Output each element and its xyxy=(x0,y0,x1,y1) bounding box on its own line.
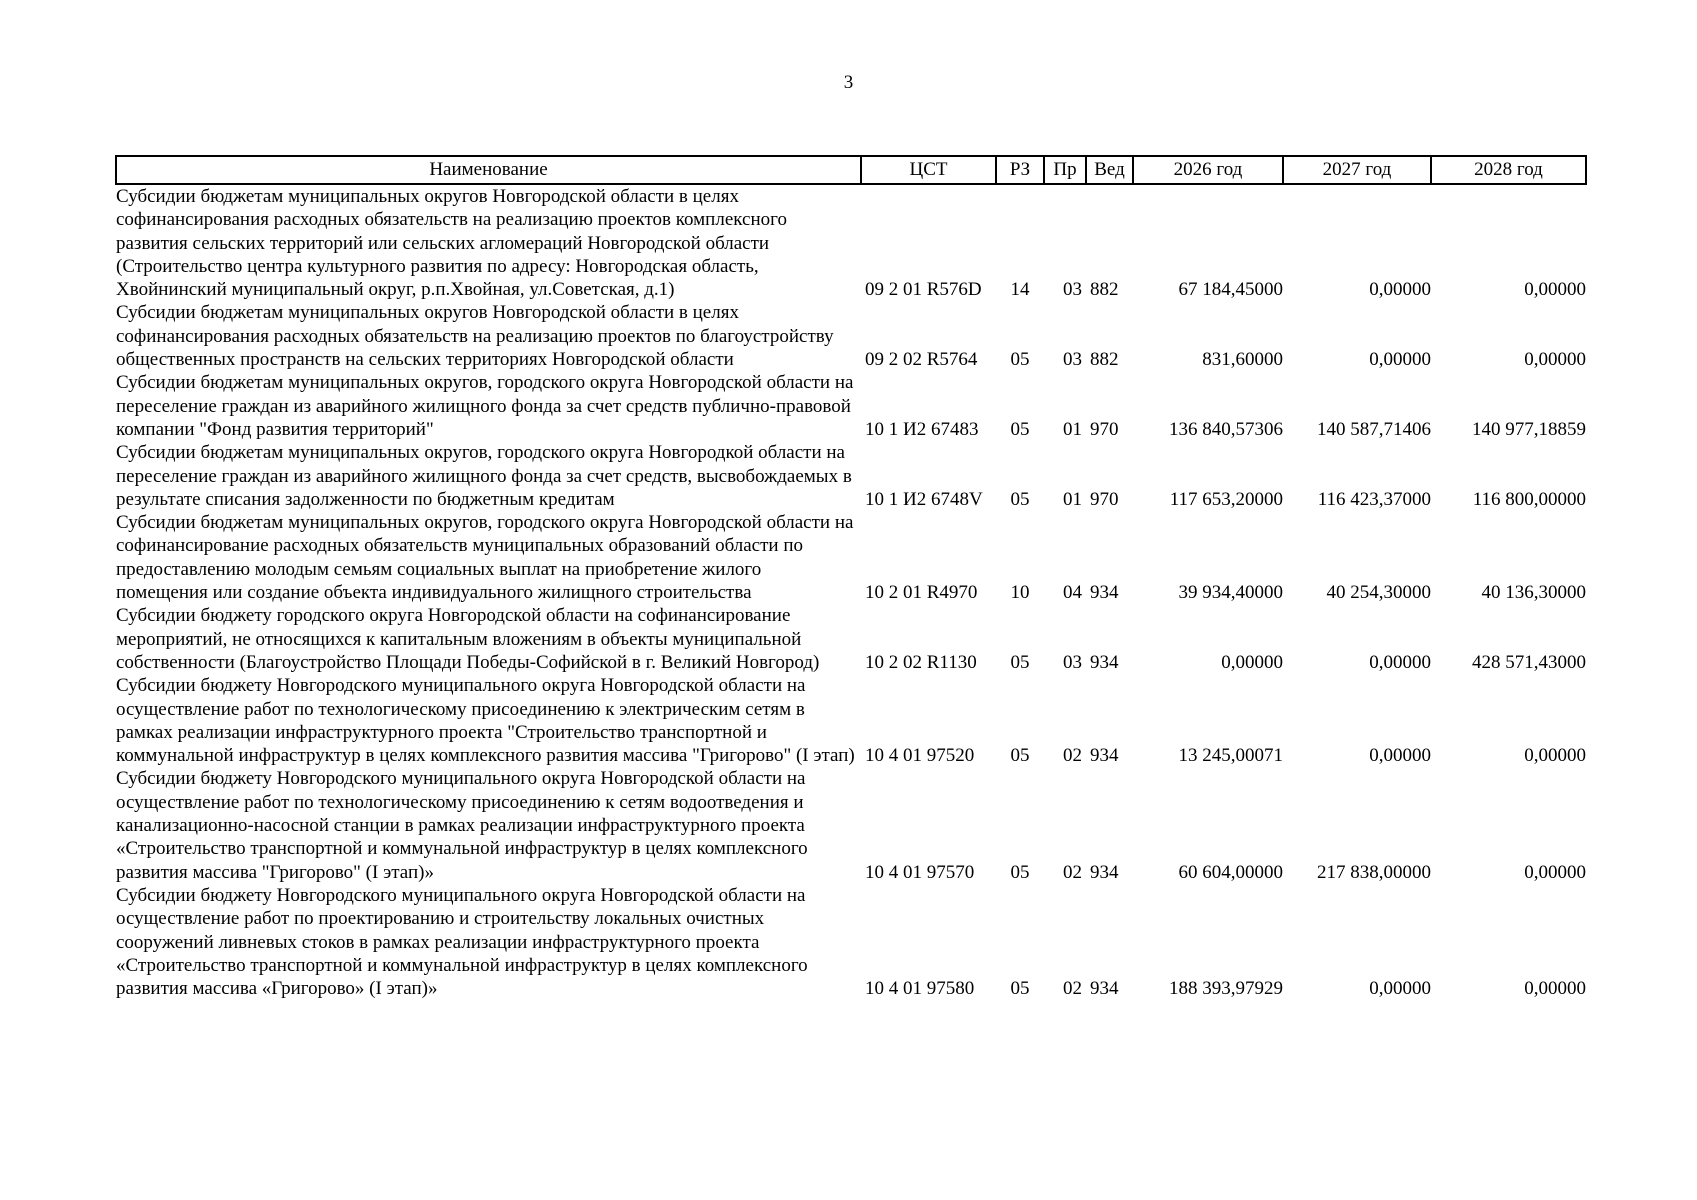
row-2028: 0,00000 xyxy=(1524,861,1586,883)
table-row xyxy=(116,767,1586,883)
row-2028: 0,00000 xyxy=(1524,978,1586,1000)
row-2027: 116 423,37000 xyxy=(1317,488,1431,510)
row-cst: 09 2 01 R576D xyxy=(865,279,982,301)
row-pr: 04 xyxy=(1063,582,1082,604)
row-pr: 01 xyxy=(1063,488,1082,510)
row-2028: 0,00000 xyxy=(1524,745,1586,767)
table-row xyxy=(116,604,1586,674)
row-rz: 05 xyxy=(1010,651,1030,673)
row-2027: 0,00000 xyxy=(1369,978,1431,1000)
row-ved: 882 xyxy=(1090,349,1119,371)
table-row xyxy=(116,674,1586,767)
row-name: Субсидии бюджетам муниципальных округов Новгородской области в целях софинансирования расходных обязательств на реализацию проектов комплексного развития сельских территорий или сельских агломераций Новгородской области (Строительство центра культурного развития по адресу: Новгородская область, Хвойнинский муниципальный округ, р.п.Хвойная, ул.Советская, д.1) xyxy=(116,186,787,301)
row-ved: 970 xyxy=(1090,418,1119,440)
row-rz: 05 xyxy=(1010,349,1030,371)
header-cst: ЦСТ xyxy=(861,156,996,184)
row-ved: 882 xyxy=(1090,279,1119,301)
row-cst: 09 2 02 R5764 xyxy=(865,349,978,371)
table-row xyxy=(116,441,1586,511)
header-2028: 2028 год xyxy=(1431,156,1586,184)
row-ved: 934 xyxy=(1090,861,1119,883)
row-name: Субсидии бюджетам муниципальных округов, городского округа Новгородской области на софинансирование расходных обязательств муниципальных образований области по предоставлению молодым семьям социальных выплат на приобретение жилого помещения или создание объекта индивидуального жилищного строительства xyxy=(116,512,854,604)
row-2028: 116 800,00000 xyxy=(1472,488,1586,510)
table-row xyxy=(116,301,1586,371)
header-2027: 2027 год xyxy=(1283,156,1431,184)
row-rz: 05 xyxy=(1010,861,1030,883)
budget-table xyxy=(115,155,1587,1000)
row-2026: 188 393,97929 xyxy=(1169,978,1283,1000)
row-ved: 970 xyxy=(1090,488,1119,510)
header-rz: РЗ xyxy=(996,156,1044,184)
row-2027: 217 838,00000 xyxy=(1317,861,1431,883)
table-row xyxy=(116,884,1586,1000)
row-2027: 0,00000 xyxy=(1369,279,1431,301)
table-header-row xyxy=(116,156,1586,184)
row-2027: 40 254,30000 xyxy=(1326,582,1431,604)
row-name: Субсидии бюджету Новгородского муниципального округа Новгородской области на осуществление работ по технологическому присоединению к сетям водоотведения и канализационно-насосной станции в рамках реализации инфраструктурного проекта «Строительство транспортной и коммунальной инфраструктур в целях комплексного развития массива "Григорово" (I этап)» xyxy=(116,768,808,883)
row-pr: 01 xyxy=(1063,418,1082,440)
table-row xyxy=(116,184,1586,301)
row-2028: 0,00000 xyxy=(1524,279,1586,301)
row-2028: 428 571,43000 xyxy=(1472,651,1586,673)
row-2027: 140 587,71406 xyxy=(1317,418,1431,440)
row-2026: 13 245,00071 xyxy=(1178,745,1283,767)
row-name: Субсидии бюджетам муниципальных округов Новгородской области в целях софинансирования расходных обязательств на реализацию проектов по благоустройству общественных пространств на сельских территориях Новгородской области xyxy=(116,302,834,371)
row-pr: 03 xyxy=(1063,279,1082,301)
row-2026: 136 840,57306 xyxy=(1169,418,1283,440)
table-row xyxy=(116,371,1586,441)
row-cst: 10 1 И2 6748V xyxy=(865,488,983,510)
row-ved: 934 xyxy=(1090,582,1119,604)
row-rz: 05 xyxy=(1010,978,1030,1000)
row-cst: 10 1 И2 67483 xyxy=(865,418,979,440)
row-2027: 0,00000 xyxy=(1369,651,1431,673)
row-2026: 60 604,00000 xyxy=(1178,861,1283,883)
row-cst: 10 4 01 97520 xyxy=(865,745,975,767)
header-pr: Пр xyxy=(1044,156,1086,184)
row-2028: 0,00000 xyxy=(1524,349,1586,371)
page-number: 3 xyxy=(843,72,854,93)
row-2026: 831,60000 xyxy=(1202,349,1283,371)
header-ved: Вед xyxy=(1086,156,1133,184)
row-2028: 140 977,18859 xyxy=(1472,418,1586,440)
row-pr: 02 xyxy=(1063,745,1082,767)
row-name: Субсидии бюджетам муниципальных округов, городского округа Новгородкой области на переселение граждан из аварийного жилищного фонда за счет средств, высвобождаемых в результате списания задолженности по бюджетным кредитам xyxy=(116,442,852,510)
row-2026: 39 934,40000 xyxy=(1178,582,1283,604)
row-rz: 10 xyxy=(1010,582,1030,604)
table-row xyxy=(116,511,1586,604)
row-2027: 0,00000 xyxy=(1369,745,1431,767)
row-2028: 40 136,30000 xyxy=(1481,582,1586,604)
row-2027: 0,00000 xyxy=(1369,349,1431,371)
row-2026: 117 653,20000 xyxy=(1169,488,1283,510)
row-ved: 934 xyxy=(1090,978,1119,1000)
row-cst: 10 4 01 97570 xyxy=(865,861,975,883)
row-pr: 03 xyxy=(1063,651,1082,673)
row-pr: 02 xyxy=(1063,861,1082,883)
row-pr: 02 xyxy=(1063,978,1082,1000)
row-cst: 10 4 01 97580 xyxy=(865,978,975,1000)
row-name: Субсидии бюджету Новгородского муниципального округа Новгородской области на осуществление работ по технологическому присоединению к электрическим сетям в рамках реализации инфраструктурного проекта "Строительство транспортной и коммунальной инфраструктур в целях комплексного развития массива "Григорово" (I этап) xyxy=(116,675,855,767)
row-ved: 934 xyxy=(1090,651,1119,673)
header-name: Наименование xyxy=(116,156,861,184)
row-cst: 10 2 02 R1130 xyxy=(865,651,977,673)
row-2026: 67 184,45000 xyxy=(1178,279,1283,301)
header-2026: 2026 год xyxy=(1133,156,1283,184)
row-cst: 10 2 01 R4970 xyxy=(865,582,978,604)
row-2026: 0,00000 xyxy=(1221,651,1283,673)
row-rz: 05 xyxy=(1010,745,1030,767)
row-pr: 03 xyxy=(1063,349,1082,371)
row-ved: 934 xyxy=(1090,745,1119,767)
row-rz: 05 xyxy=(1010,488,1030,510)
row-name: Субсидии бюджету городского округа Новгородской области на софинансирование мероприятий, не относящихся к капитальным вложениям в объекты муниципальной собственности (Благоустройство Площади Победы-Софийской в г. Великий Новгород) xyxy=(116,605,820,673)
row-name: Субсидии бюджетам муниципальных округов, городского округа Новгородской области на переселение граждан из аварийного жилищного фонда за счет средств публично-правовой компании "Фонд развития территорий" xyxy=(116,372,854,440)
row-rz: 14 xyxy=(1010,279,1030,301)
row-rz: 05 xyxy=(1010,418,1030,440)
row-name: Субсидии бюджету Новгородского муниципального округа Новгородской области на осуществление работ по проектированию и строительству локальных очистных сооружений ливневых стоков в рамках реализации инфраструктурного проекта «Строительство транспортной и коммунальной инфраструктур в целях комплексного развития массива «Григорово» (I этап)» xyxy=(116,884,808,1000)
